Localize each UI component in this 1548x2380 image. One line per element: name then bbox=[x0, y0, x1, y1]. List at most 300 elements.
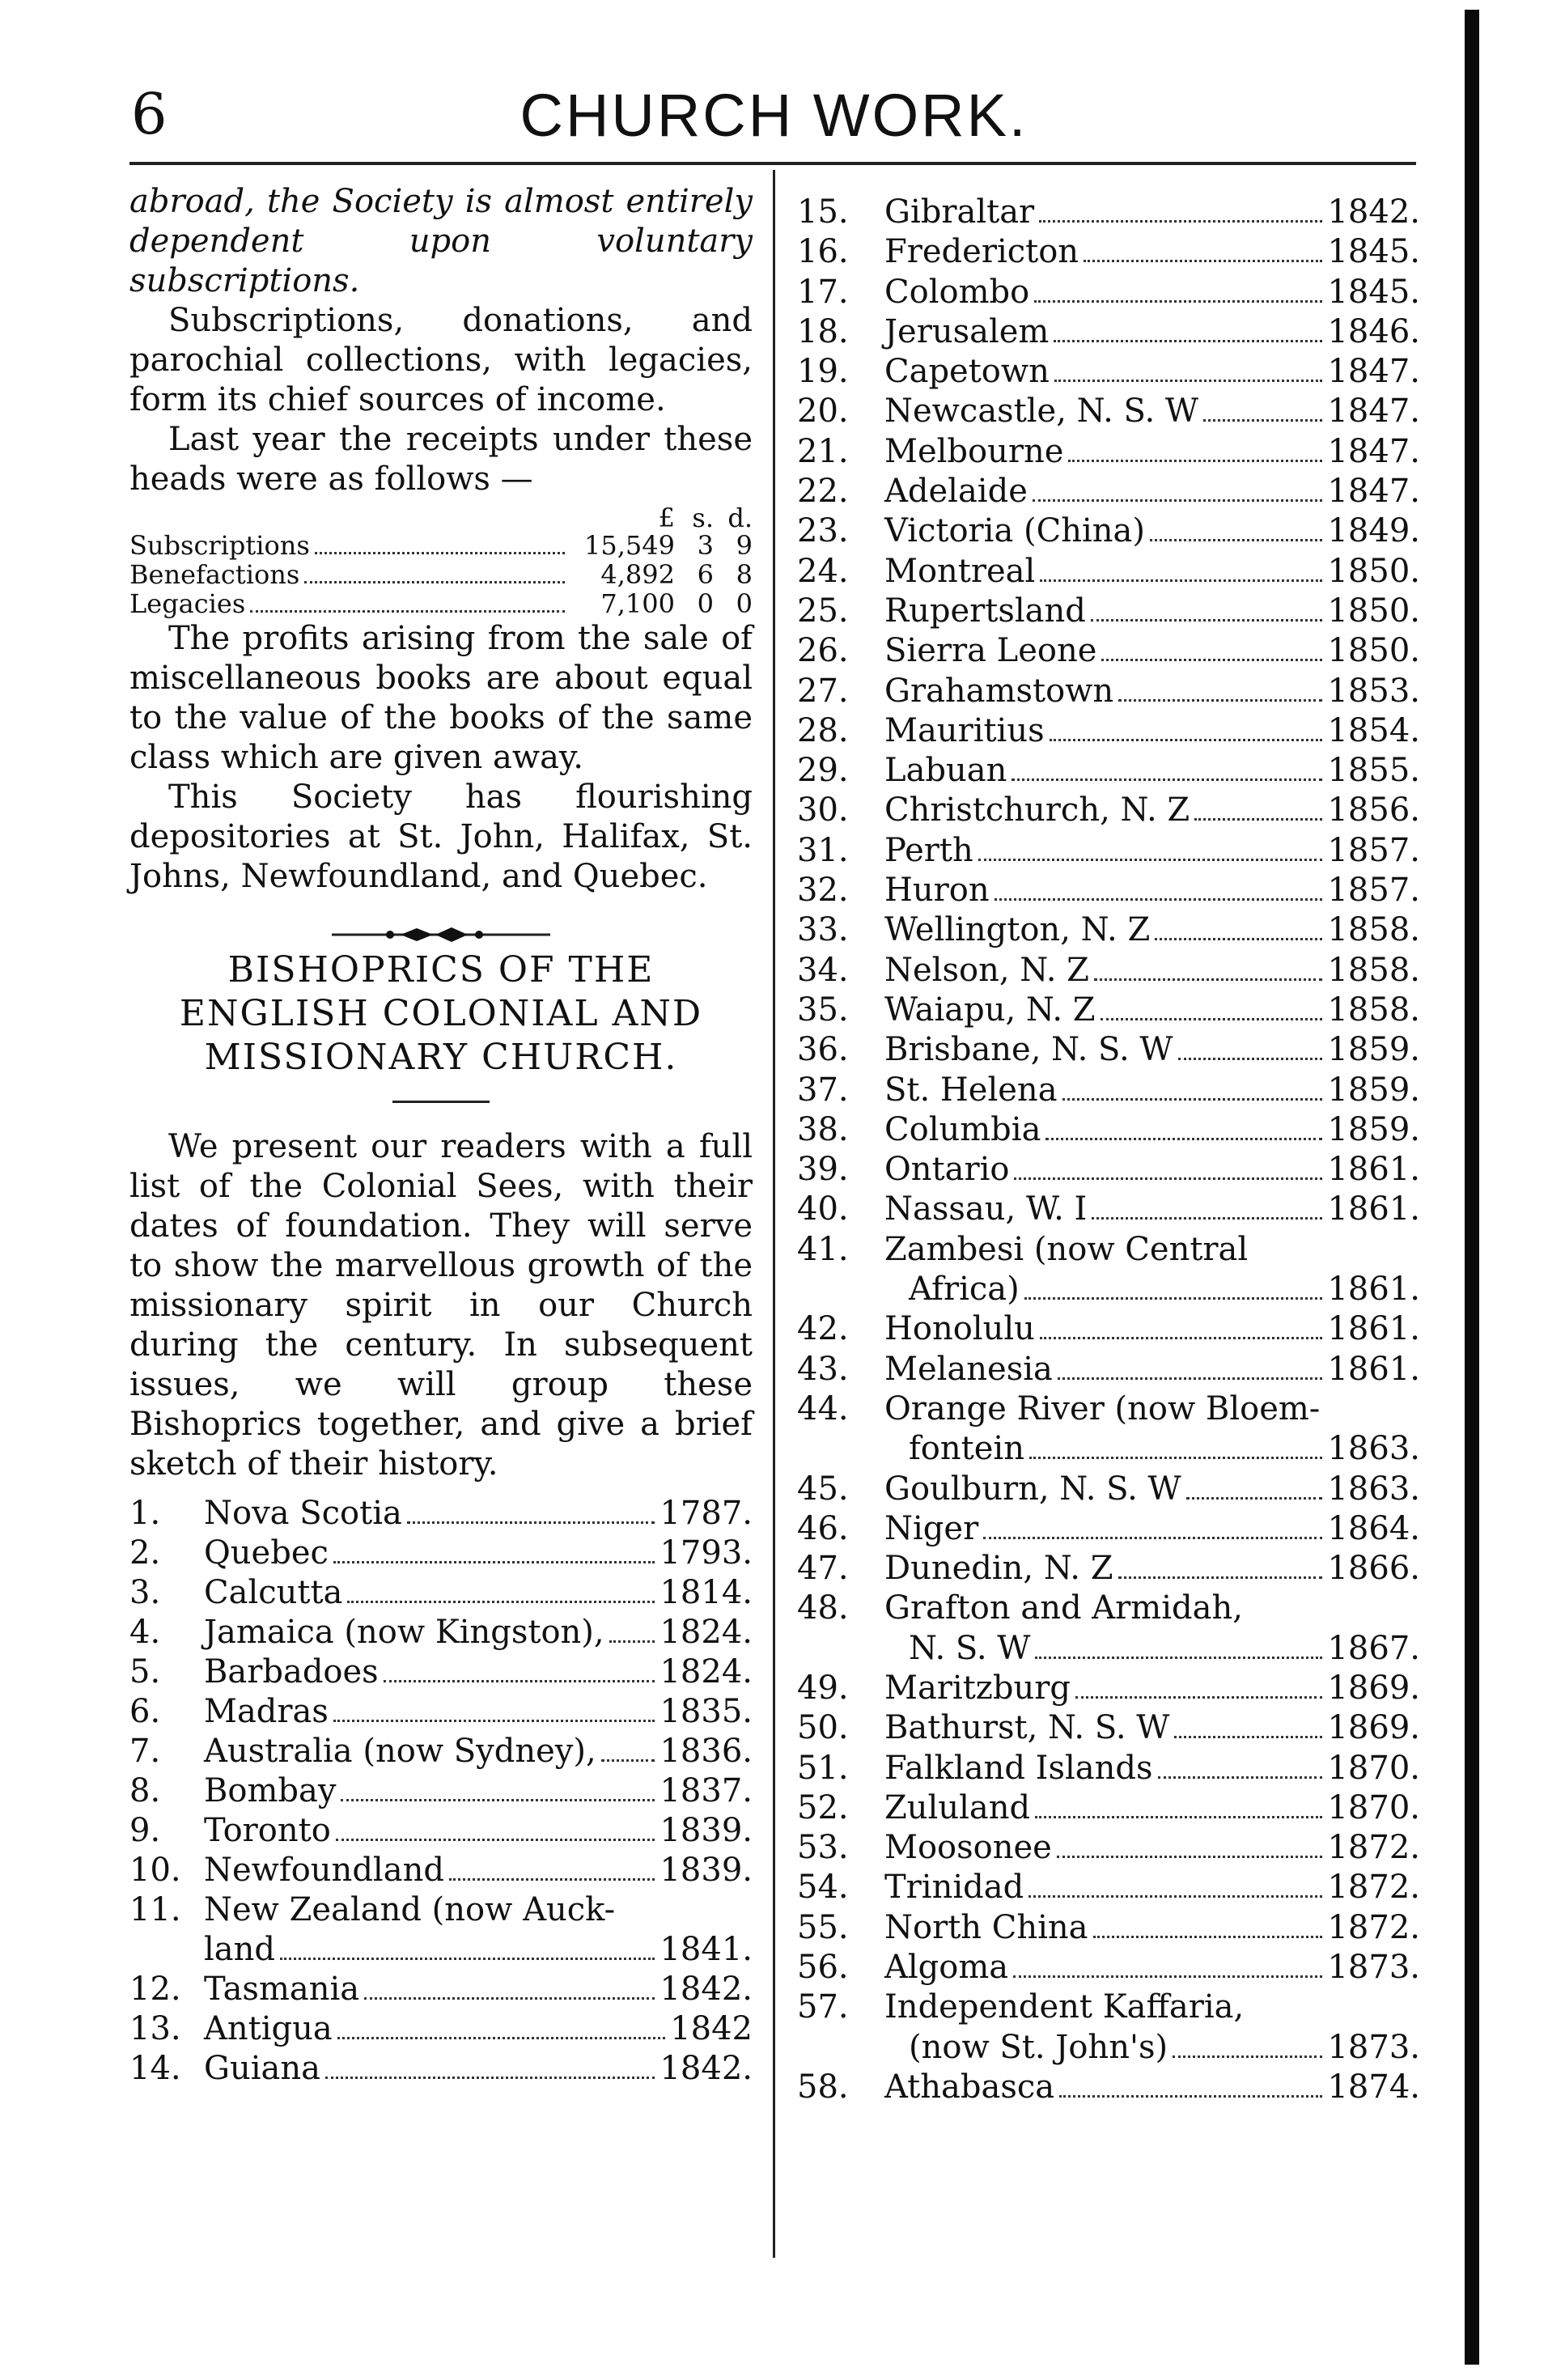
dot-leader bbox=[280, 1958, 655, 1960]
see-number: 16. bbox=[797, 233, 849, 271]
dot-leader bbox=[337, 2037, 665, 2039]
dot-leader bbox=[1014, 1177, 1322, 1180]
see-year: 1839. bbox=[659, 1812, 753, 1849]
see-entry bbox=[797, 1071, 1420, 1110]
see-number: 39. bbox=[797, 1151, 849, 1189]
see-name: Nelson, N. Z bbox=[884, 951, 1089, 989]
see-year: 1858. bbox=[1327, 991, 1420, 1029]
see-name: Columbia bbox=[884, 1110, 1041, 1148]
dot-leader bbox=[1092, 1217, 1322, 1220]
see-name: Mauritius bbox=[884, 711, 1045, 749]
see-name: Gibraltar bbox=[884, 193, 1035, 231]
receipts-pence: 9 bbox=[736, 530, 753, 561]
dot-leader bbox=[1033, 499, 1323, 502]
see-number: 8. bbox=[129, 1772, 161, 1809]
see-year: 1861. bbox=[1327, 1350, 1420, 1388]
paragraph-society-dependence: abroad, the Society is almost entirely dependent upon voluntary subscriptions. bbox=[129, 183, 753, 299]
see-year: 1850. bbox=[1327, 552, 1420, 590]
see-number: 12. bbox=[129, 1971, 181, 2008]
see-name: Colombo bbox=[884, 273, 1030, 311]
see-name: Jerusalem bbox=[884, 312, 1050, 350]
see-name: St. Helena bbox=[884, 1071, 1058, 1109]
see-number: 34. bbox=[797, 951, 849, 989]
receipts-shillings: 0 bbox=[697, 588, 714, 619]
see-year: 1870. bbox=[1327, 1788, 1420, 1826]
paragraph-income-sources: Subscriptions, donations, and parochial collections, with legacies, form its chief sources of income. bbox=[129, 302, 753, 418]
see-name: Melbourne bbox=[884, 432, 1064, 470]
see-year: 1861. bbox=[1327, 1190, 1420, 1228]
see-number: 44. bbox=[797, 1389, 849, 1428]
see-number: 15. bbox=[797, 193, 849, 231]
see-number: 23. bbox=[797, 512, 849, 550]
see-year: 1869. bbox=[1327, 1669, 1420, 1707]
see-year: 1872. bbox=[1327, 1869, 1420, 1907]
see-entry bbox=[797, 552, 1420, 592]
see-entry bbox=[797, 831, 1420, 871]
see-year: 1863. bbox=[1327, 1430, 1420, 1468]
see-number: 52. bbox=[797, 1788, 849, 1826]
see-number: 4. bbox=[129, 1614, 161, 1651]
see-number: 48. bbox=[797, 1589, 849, 1627]
see-name: Algoma bbox=[884, 1949, 1009, 1987]
paragraph-depositories: This Society has flourishing depositories at St. John, Halifax, St. Johns, Newfoundland, and Quebec. bbox=[129, 778, 753, 895]
see-entry bbox=[797, 910, 1420, 950]
see-number: 31. bbox=[797, 831, 849, 869]
dot-leader bbox=[601, 1759, 655, 1762]
receipts-label: Subscriptions bbox=[129, 530, 310, 561]
see-year: 1857. bbox=[1327, 872, 1420, 910]
see-year: 1864. bbox=[1327, 1509, 1420, 1547]
shillings-header: s. bbox=[692, 503, 714, 533]
dot-leader bbox=[995, 898, 1323, 901]
see-entry bbox=[797, 1828, 1420, 1868]
see-entry bbox=[797, 871, 1420, 910]
see-number: 51. bbox=[797, 1749, 849, 1787]
see-name: Toronto bbox=[204, 1812, 331, 1849]
see-year: 1859. bbox=[1327, 1031, 1420, 1069]
dot-leader bbox=[1054, 340, 1322, 342]
receipts-label: Legacies bbox=[129, 588, 246, 619]
right-column bbox=[797, 193, 1420, 2107]
see-year: 1873. bbox=[1327, 2028, 1420, 2066]
dot-leader bbox=[1035, 1816, 1322, 1818]
dot-leader bbox=[341, 1799, 655, 1801]
see-entry bbox=[129, 1851, 753, 1890]
see-entry bbox=[797, 631, 1420, 671]
dot-leader bbox=[1118, 1576, 1323, 1579]
dot-leader bbox=[983, 1537, 1322, 1539]
dot-leader bbox=[1091, 619, 1323, 622]
see-entry bbox=[129, 1771, 753, 1811]
see-name: Ontario bbox=[884, 1151, 1010, 1189]
see-entry bbox=[129, 1573, 753, 1613]
see-number: 36. bbox=[797, 1031, 849, 1069]
see-year: 1861. bbox=[1327, 1310, 1420, 1348]
see-entry bbox=[797, 1868, 1420, 1907]
dot-leader bbox=[1040, 579, 1322, 582]
see-number: 28. bbox=[797, 711, 849, 749]
see-entry bbox=[797, 1948, 1420, 1988]
see-entry bbox=[797, 1988, 1420, 2027]
see-year: 1867. bbox=[1327, 1629, 1420, 1667]
see-entry bbox=[129, 1970, 753, 2009]
see-year: 1850. bbox=[1327, 592, 1420, 630]
dot-leader bbox=[1050, 739, 1323, 741]
see-year: 1861. bbox=[1327, 1271, 1420, 1309]
see-year: 1841. bbox=[659, 1931, 753, 1968]
see-name: Capetown bbox=[884, 353, 1050, 391]
dot-leader bbox=[1028, 1895, 1322, 1898]
see-entry bbox=[129, 1811, 753, 1851]
see-year: 1842. bbox=[659, 2050, 753, 2087]
see-name: fontein bbox=[909, 1430, 1024, 1468]
see-number: 49. bbox=[797, 1669, 849, 1707]
see-name: Victoria (China) bbox=[884, 512, 1145, 550]
see-name: New Zealand (now Auck- bbox=[204, 1891, 616, 1928]
dot-leader bbox=[1075, 1696, 1323, 1699]
see-name: Calcutta bbox=[204, 1574, 343, 1611]
see-year: 1835. bbox=[659, 1693, 753, 1730]
see-entry bbox=[797, 1708, 1420, 1748]
see-name: N. S. W bbox=[909, 1629, 1031, 1667]
page-edge-bar bbox=[1465, 10, 1479, 2365]
see-year: 1858. bbox=[1327, 911, 1420, 949]
see-year: 1824. bbox=[659, 1653, 753, 1691]
see-year: 1859. bbox=[1327, 1110, 1420, 1148]
see-year: 1847. bbox=[1327, 432, 1420, 470]
dot-leader bbox=[315, 552, 565, 554]
see-year: 1845. bbox=[1327, 273, 1420, 311]
see-number: 21. bbox=[797, 432, 849, 470]
see-entry bbox=[797, 1589, 1420, 1628]
see-name: Melanesia bbox=[884, 1350, 1053, 1388]
page-title: CHURCH WORK. bbox=[520, 82, 1028, 149]
see-entry bbox=[797, 1908, 1420, 1948]
see-number: 9. bbox=[129, 1812, 161, 1849]
page-number: 6 bbox=[131, 81, 168, 147]
see-name: (now St. John's) bbox=[909, 2028, 1168, 2066]
see-entry bbox=[129, 1732, 753, 1771]
receipts-row bbox=[129, 590, 753, 619]
dot-leader bbox=[333, 1561, 655, 1563]
ornamental-rule bbox=[129, 914, 753, 934]
see-year: 1824. bbox=[659, 1614, 753, 1651]
see-number: 25. bbox=[797, 592, 849, 630]
receipts-row bbox=[129, 561, 753, 590]
see-name: Goulburn, N. S. W bbox=[884, 1470, 1181, 1508]
dot-leader bbox=[304, 581, 565, 583]
see-number: 6. bbox=[129, 1693, 161, 1730]
receipts-pounds: 4,892 bbox=[600, 559, 675, 590]
see-name: Australia (now Sydney), bbox=[204, 1733, 596, 1770]
dot-leader bbox=[325, 2077, 655, 2079]
see-entry bbox=[797, 1150, 1420, 1190]
receipts-table-header bbox=[129, 504, 753, 532]
see-year: 1866. bbox=[1327, 1550, 1420, 1588]
see-number: 58. bbox=[797, 2068, 849, 2106]
see-entry bbox=[797, 592, 1420, 631]
dot-leader bbox=[1035, 1657, 1322, 1659]
see-name: Nova Scotia bbox=[204, 1495, 402, 1532]
see-entry bbox=[797, 1350, 1420, 1389]
see-number: 2. bbox=[129, 1534, 161, 1572]
see-name: Barbadoes bbox=[204, 1653, 379, 1691]
see-entry bbox=[797, 1309, 1420, 1349]
dot-leader bbox=[1101, 659, 1322, 661]
see-entry bbox=[797, 432, 1420, 472]
see-name: Guiana bbox=[204, 2050, 320, 2087]
receipts-pounds: 7,100 bbox=[600, 588, 675, 619]
receipts-row bbox=[129, 532, 753, 561]
dot-leader bbox=[1059, 2095, 1322, 2098]
receipts-shillings: 6 bbox=[697, 559, 714, 590]
see-year: 1856. bbox=[1327, 791, 1420, 829]
see-name: Bombay bbox=[204, 1772, 337, 1809]
see-entry bbox=[797, 312, 1420, 352]
see-entry bbox=[797, 352, 1420, 392]
see-name: Brisbane, N. S. W bbox=[884, 1031, 1173, 1069]
see-year: 1847. bbox=[1327, 353, 1420, 391]
see-name: Bathurst, N. S. W bbox=[884, 1709, 1170, 1747]
see-number: 3. bbox=[129, 1574, 161, 1611]
dot-leader bbox=[1029, 1457, 1323, 1459]
see-year: 1849. bbox=[1327, 512, 1420, 550]
see-number: 42. bbox=[797, 1310, 849, 1348]
see-name: North China bbox=[884, 1908, 1088, 1946]
see-name: Falkland Islands bbox=[884, 1749, 1153, 1787]
see-year: 1858. bbox=[1327, 951, 1420, 989]
see-number: 56. bbox=[797, 1949, 849, 1987]
see-entry bbox=[129, 1890, 753, 1930]
dot-leader bbox=[1155, 938, 1322, 940]
dot-leader bbox=[1058, 1377, 1323, 1380]
dot-leader bbox=[1093, 1936, 1323, 1938]
pence-header: d. bbox=[727, 503, 753, 533]
see-number: 41. bbox=[797, 1230, 849, 1268]
see-name: Athabasca bbox=[884, 2068, 1055, 2106]
see-entry bbox=[797, 273, 1420, 312]
see-number: 19. bbox=[797, 353, 849, 391]
see-entry bbox=[797, 751, 1420, 791]
see-entry bbox=[797, 511, 1420, 551]
see-number: 18. bbox=[797, 312, 849, 350]
dot-leader bbox=[1057, 1856, 1323, 1858]
see-name: Moosonee bbox=[884, 1829, 1052, 1867]
see-entry bbox=[797, 392, 1420, 431]
see-name: Trinidad bbox=[884, 1869, 1024, 1907]
see-entry bbox=[797, 1788, 1420, 1828]
see-number: 50. bbox=[797, 1709, 849, 1747]
dot-leader bbox=[347, 1601, 655, 1603]
see-year: 1859. bbox=[1327, 1071, 1420, 1109]
see-name: Wellington, N. Z bbox=[884, 911, 1151, 949]
see-year: 1872. bbox=[1327, 1829, 1420, 1867]
receipts-table bbox=[129, 504, 753, 619]
dot-leader bbox=[978, 859, 1323, 861]
see-year: 1874. bbox=[1327, 2068, 1420, 2106]
dot-leader bbox=[1150, 539, 1322, 541]
see-entry bbox=[129, 1534, 753, 1573]
see-year: 1847. bbox=[1327, 473, 1420, 511]
see-entry bbox=[129, 2009, 753, 2049]
see-name: Independent Kaffaria, bbox=[884, 1988, 1245, 2026]
see-year: 1845. bbox=[1327, 233, 1420, 271]
dot-leader bbox=[449, 1878, 655, 1881]
see-number: 32. bbox=[797, 872, 849, 910]
see-number: 20. bbox=[797, 392, 849, 431]
dot-leader bbox=[1084, 260, 1322, 262]
see-number: 30. bbox=[797, 791, 849, 829]
see-year: 1870. bbox=[1327, 1749, 1420, 1787]
colonial-sees-list-right bbox=[797, 193, 1420, 2107]
see-name: Sierra Leone bbox=[884, 632, 1097, 670]
see-number: 37. bbox=[797, 1071, 849, 1109]
see-name: Rupertsland bbox=[884, 592, 1086, 630]
see-entry bbox=[797, 711, 1420, 751]
see-number: 54. bbox=[797, 1869, 849, 1907]
see-entry bbox=[129, 1652, 753, 1692]
see-entry bbox=[797, 1030, 1420, 1070]
see-year: 1839. bbox=[659, 1852, 753, 1889]
see-entry bbox=[797, 1429, 1420, 1469]
see-number: 53. bbox=[797, 1829, 849, 1867]
receipts-pence: 8 bbox=[736, 559, 753, 590]
see-number: 38. bbox=[797, 1110, 849, 1148]
see-year: 1863. bbox=[1327, 1470, 1420, 1508]
see-name: Honolulu bbox=[884, 1310, 1035, 1348]
dot-leader bbox=[609, 1640, 655, 1643]
see-number: 33. bbox=[797, 911, 849, 949]
dot-leader bbox=[1174, 1736, 1322, 1738]
paragraph-receipts-intro: Last year the receipts under these heads were as follows — bbox=[129, 421, 753, 498]
see-name: Huron bbox=[884, 872, 990, 910]
dot-leader bbox=[1178, 1058, 1323, 1060]
see-name: Orange River (now Bloem- bbox=[884, 1389, 1321, 1428]
see-number: 1. bbox=[129, 1495, 161, 1532]
dot-leader bbox=[1040, 1337, 1323, 1339]
see-year: 1854. bbox=[1327, 711, 1420, 749]
see-entry bbox=[129, 1930, 753, 1970]
see-entry bbox=[129, 2049, 753, 2089]
column-divider bbox=[773, 170, 775, 2258]
see-number: 26. bbox=[797, 632, 849, 670]
see-name: Antigua bbox=[204, 2010, 333, 2047]
see-entry bbox=[129, 1494, 753, 1534]
see-entry bbox=[797, 791, 1420, 830]
see-number: 7. bbox=[129, 1733, 161, 1770]
see-number: 35. bbox=[797, 991, 849, 1029]
see-name: Tasmania bbox=[204, 1971, 360, 2008]
see-number: 5. bbox=[129, 1653, 161, 1691]
see-name: Quebec bbox=[204, 1534, 329, 1572]
see-name: Zambesi (now Central bbox=[884, 1230, 1249, 1268]
see-entry bbox=[797, 2028, 1420, 2068]
dot-leader bbox=[1024, 1297, 1323, 1300]
paragraph-intro-list: We present our readers with a full list of the Colonial Sees, with their dates of foundation. They will serve to show the marvellous growth of the missionary spirit in our Church during the century. In subsequent issues, we will group these Bishoprics together, and give a brief sketch of their history. bbox=[129, 1128, 753, 1483]
receipts-rows bbox=[129, 532, 753, 619]
see-name: Christchurch, N. Z bbox=[884, 791, 1190, 829]
see-number: 14. bbox=[129, 2050, 181, 2087]
paragraph-profits: The profits arising from the sale of miscellaneous books are about equal to the value of the books of the same class which are given away. bbox=[129, 620, 753, 776]
see-entry bbox=[797, 1110, 1420, 1150]
dot-leader bbox=[336, 1839, 655, 1841]
see-name: Maritzburg bbox=[884, 1669, 1071, 1707]
see-year: 1861. bbox=[1327, 1151, 1420, 1189]
see-year: 1842. bbox=[1327, 193, 1420, 231]
see-entry bbox=[129, 1613, 753, 1652]
see-name: Zululand bbox=[884, 1788, 1031, 1826]
see-name: Waiapu, N. Z bbox=[884, 991, 1096, 1029]
see-name: land bbox=[204, 1931, 276, 1968]
dot-leader bbox=[364, 1997, 655, 2000]
header-rule bbox=[129, 162, 1416, 165]
see-year: 1847. bbox=[1327, 392, 1420, 431]
see-year: 1873. bbox=[1327, 1949, 1420, 1987]
see-entry bbox=[797, 193, 1420, 232]
dot-leader bbox=[1194, 818, 1322, 821]
see-entry bbox=[797, 1669, 1420, 1708]
see-name: Montreal bbox=[884, 552, 1036, 590]
see-entry bbox=[797, 951, 1420, 991]
see-name: Africa) bbox=[909, 1271, 1020, 1309]
see-entry bbox=[797, 1389, 1420, 1429]
see-year: 1855. bbox=[1327, 752, 1420, 790]
see-entry bbox=[797, 2068, 1420, 2107]
receipts-label: Benefactions bbox=[129, 559, 300, 590]
see-number: 46. bbox=[797, 1509, 849, 1547]
see-number: 17. bbox=[797, 273, 849, 311]
dot-leader bbox=[1203, 419, 1322, 422]
see-year: 1850. bbox=[1327, 632, 1420, 670]
see-name: Newfoundland bbox=[204, 1852, 444, 1889]
dot-leader bbox=[1118, 699, 1322, 702]
see-name: Fredericton bbox=[884, 233, 1079, 271]
see-name: Grafton and Armidah, bbox=[884, 1589, 1243, 1627]
dot-leader bbox=[1013, 1975, 1322, 1978]
see-entry bbox=[797, 1509, 1420, 1549]
pounds-header: £ bbox=[658, 503, 675, 533]
see-number: 47. bbox=[797, 1550, 849, 1588]
see-name: Grahamstown bbox=[884, 672, 1114, 710]
dot-leader bbox=[384, 1680, 655, 1682]
dot-leader bbox=[1158, 1776, 1323, 1779]
see-entry bbox=[797, 1190, 1420, 1229]
see-entry bbox=[797, 672, 1420, 711]
receipts-pounds: 15,549 bbox=[584, 530, 675, 561]
see-name: Madras bbox=[204, 1693, 329, 1730]
see-number: 13. bbox=[129, 2010, 181, 2047]
dot-leader bbox=[1101, 1018, 1323, 1020]
dot-leader bbox=[1012, 778, 1322, 781]
see-entry bbox=[797, 1549, 1420, 1589]
dot-leader bbox=[1068, 460, 1322, 462]
see-entry bbox=[797, 472, 1420, 511]
see-name: Nassau, W. I bbox=[884, 1190, 1088, 1228]
see-year: 1836. bbox=[659, 1733, 753, 1770]
see-number: 45. bbox=[797, 1470, 849, 1508]
see-name: Jamaica (now Kingston), bbox=[204, 1614, 604, 1651]
see-number: 24. bbox=[797, 552, 849, 590]
see-year: 1869. bbox=[1327, 1709, 1420, 1747]
dot-leader bbox=[1034, 300, 1322, 303]
colonial-sees-list-left bbox=[129, 1494, 753, 2089]
left-column bbox=[129, 182, 753, 2089]
see-number: 57. bbox=[797, 1988, 849, 2026]
see-entry bbox=[797, 1749, 1420, 1788]
see-name: Labuan bbox=[884, 752, 1007, 790]
see-entry bbox=[797, 1629, 1420, 1669]
dot-leader bbox=[1173, 2055, 1322, 2058]
